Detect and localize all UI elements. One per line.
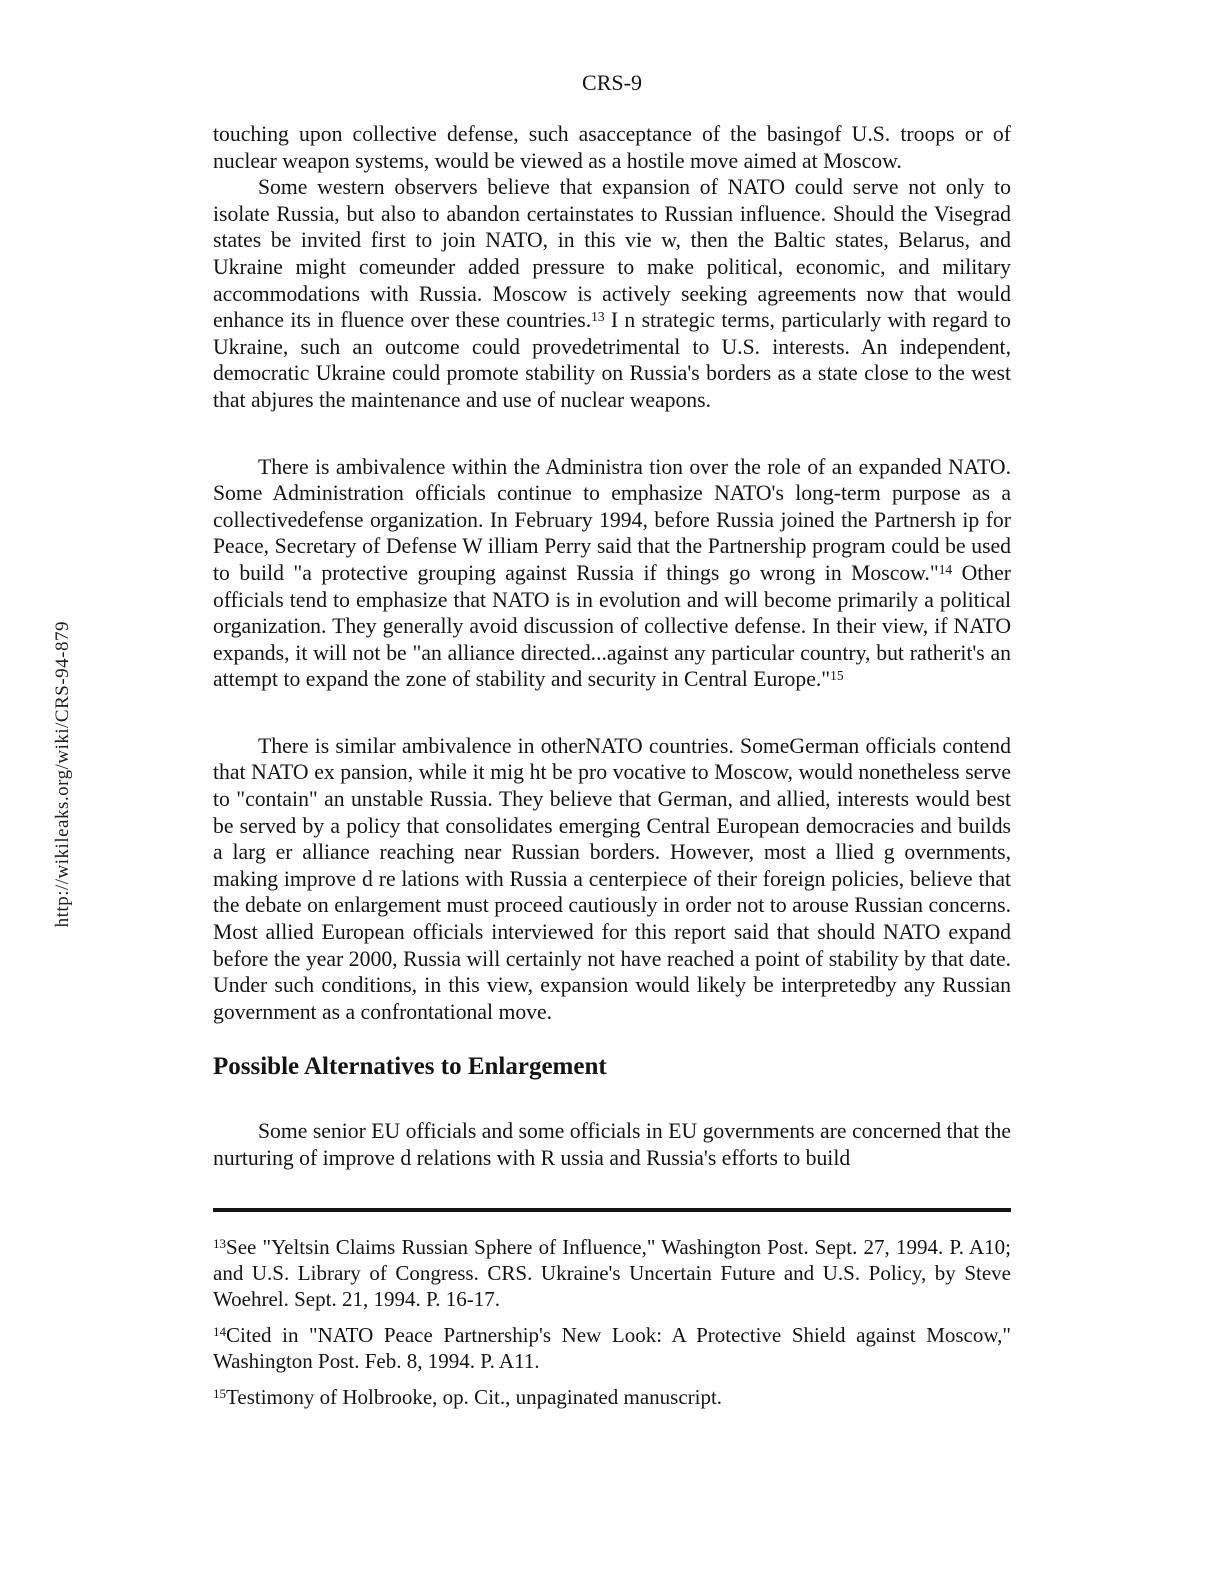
footnote bbox=[213, 1234, 1011, 1313]
body-paragraph bbox=[213, 1118, 1011, 1171]
body-paragraph bbox=[213, 454, 1011, 693]
section-heading: Possible Alternatives to Enlargement bbox=[213, 1053, 607, 1081]
footnote-number: 15 bbox=[213, 1385, 227, 1401]
footnote-text: Testimony of Holbrooke, op. Cit., unpaginated manuscript. bbox=[226, 1384, 723, 1409]
footnote-separator bbox=[213, 1208, 1011, 1212]
footnote-text: See "Yeltsin Claims Russian Sphere of Influence," Washington Post. Sept. 27, 1994. P. A10; and U.S. Library of Congress. CRS. Ukraine's Uncertain Future and U.S. Policy, by Steve Woehrel. Sept. 21, 1994. P. 16-17. bbox=[213, 1234, 1011, 1312]
page-number-header: CRS-9 bbox=[582, 70, 642, 95]
paragraph-text: I n strategic terms, particularly with regard to Ukraine, such an outcome could provedetrimental to U.S. interests. An independent, democratic Ukraine could promote stability on Russia's borders as a state close to the west that abjures the maintenance and use of nuclear weapons. bbox=[213, 308, 1011, 412]
paragraph-text: Some senior EU officials and some officials in EU governments are concerned that the nurturing of improve d relations with R ussia and Russia's efforts to build bbox=[213, 1119, 1011, 1170]
footnote-number: 13 bbox=[213, 1235, 227, 1251]
footnotes-section bbox=[213, 1234, 1011, 1410]
footnote-number: 14 bbox=[213, 1323, 227, 1339]
paragraph-text: touching upon collective defense, such asacceptance of the basingof U.S. troops or of nuclear weapon systems, would be viewed as a hostile move aimed at Moscow. bbox=[213, 122, 1011, 173]
sidebar-url-text: http://wikileaks.org/wiki/CRS-94-879 bbox=[52, 620, 73, 928]
footnote-reference: 15 bbox=[830, 668, 844, 684]
paragraph-text: There is ambivalence within the Administra tion over the role of an expanded NATO. Some Administration officials continue to emphasize NATO's long-term purpose as a collectivedefense organization. In February 1994, before Russia joined the Partnersh ip for Peace, Secretary of Defense W illiam Perry said that the Partnership program could be used to build "a protective grouping against Russia if things go wrong in Moscow." bbox=[213, 454, 1011, 585]
paragraph-text: There is similar ambivalence in otherNATO countries. SomeGerman officials contend that NATO ex pansion, while it mig ht be pro vocative to Moscow, would nonetheless serve to "contain" an unstable Russia. They believe that German, and allied, interests would best be served by a policy that consolidates emerging Central European democracies and builds a larg er alliance reaching near Russian borders. However, most a llied g overnments, making improve d re lations with Russia a centerpiece of their foreign policies, believe that the debate on enlargement must proceed cautiously in order not to arouse Russian concerns. Most allied European officials interviewed for this report said that should NATO expand before the year 2000, Russia will certainly not have reached a point of stability by that date. Under such conditions, in this view, expansion would likely be interpretedby any Russian government as a confrontational move. bbox=[213, 733, 1011, 1024]
body-paragraph bbox=[213, 121, 1011, 174]
footnote bbox=[213, 1322, 1011, 1375]
body-paragraph bbox=[213, 733, 1011, 1026]
paragraph-text: Some western observers believe that expansion of NATO could serve not only to isolate Russia, but also to abandon certainstates to Russian influence. Should the Visegrad states be invited first to join NATO, in this vie w, then the Baltic states, Belarus, and Ukraine might comeunder added pressure to make political, economic, and military accommodations with Russia. Moscow is actively seeking agreements now that would enhance its in fluence over these countries. bbox=[213, 175, 1011, 333]
body-paragraph bbox=[213, 174, 1011, 413]
footnote-text: Cited in "NATO Peace Partnership's New Look: A Protective Shield against Moscow," Washington Post. Feb. 8, 1994. P. A11. bbox=[213, 1322, 1011, 1374]
footnote-reference: 13 bbox=[591, 309, 605, 325]
footnote bbox=[213, 1384, 1011, 1410]
page-content bbox=[213, 70, 1011, 1419]
sidebar-watermark bbox=[46, 588, 80, 960]
footnote-reference: 14 bbox=[938, 561, 953, 577]
paragraph-text: Other officials tend to emphasize that NATO is in evolution and will become primarily a political organization. They generally avoid discussion of collective defense. In their view, if NATO expands, it will not be "an alliance directed...against any particular country, but ratherit's an attempt to expand the zone of stability and security in Central Europe." bbox=[213, 560, 1011, 692]
document-body bbox=[213, 121, 1011, 1172]
